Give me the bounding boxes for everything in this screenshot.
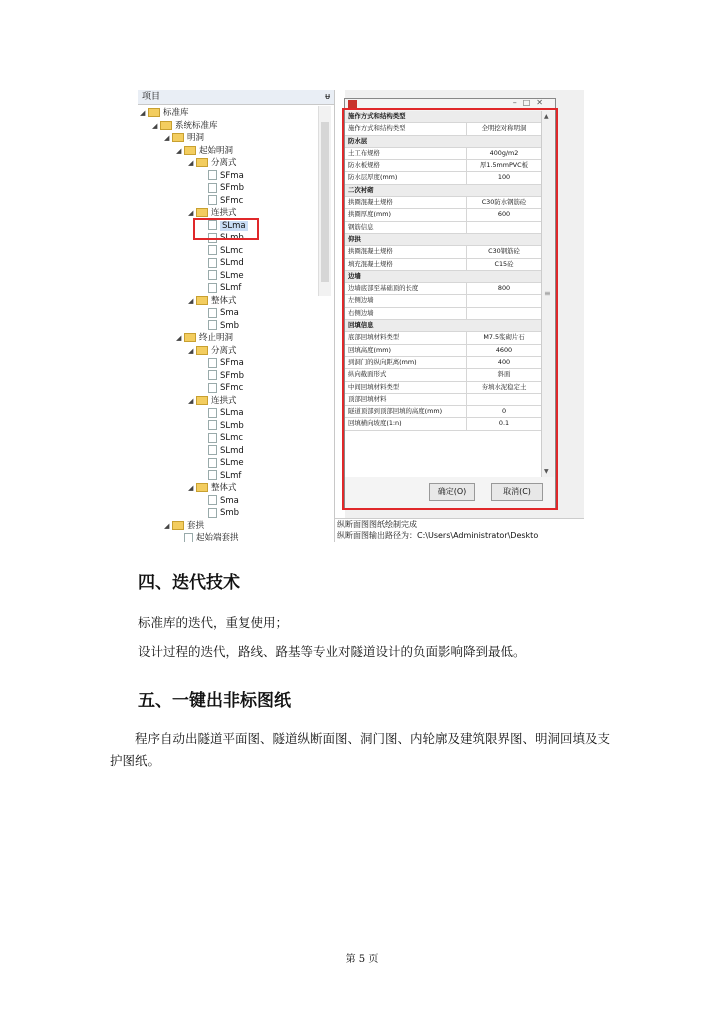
property-value[interactable]: 夯填水泥稳定土 [481, 382, 527, 391]
property-name: 右侧边墙 [345, 308, 467, 319]
tree-node[interactable] [176, 332, 233, 344]
tree-node[interactable] [200, 282, 241, 294]
tree-node[interactable] [200, 270, 244, 282]
property-name: 边墙 [348, 271, 361, 280]
tree-node[interactable] [140, 107, 189, 119]
folder-icon [172, 133, 184, 142]
folder-icon [160, 121, 172, 130]
property-name: 左侧边墙 [345, 295, 467, 306]
property-name: 纵向截面形式 [345, 369, 467, 380]
tree-scrollbar[interactable] [318, 106, 331, 296]
folder-icon [184, 146, 196, 155]
tree-node-label: 连拱式 [211, 208, 237, 218]
property-name: 到洞门的纵向距离(mm) [345, 357, 467, 368]
file-icon [208, 370, 217, 380]
tree-node-label: 连拱式 [211, 395, 237, 406]
expand-arrow-icon[interactable]: ◢ [176, 146, 182, 155]
tree-node[interactable] [200, 357, 244, 369]
expand-arrow-icon[interactable]: ◢ [188, 209, 194, 217]
file-icon [208, 495, 217, 505]
tree-node-label: SFmb [220, 370, 244, 381]
tree-node[interactable] [200, 445, 244, 457]
property-value[interactable]: 400g/m2 [489, 148, 519, 157]
property-value[interactable]: C15砼 [494, 259, 514, 268]
section-heading-4: 四、迭代技术 [138, 573, 240, 593]
property-value[interactable]: M7.5浆砌片石 [483, 333, 525, 342]
tree-node-label: SLma [222, 220, 246, 231]
property-value[interactable]: 斜面 [497, 370, 511, 379]
property-value[interactable]: 全明挖对称明洞 [481, 124, 527, 133]
file-icon [208, 408, 217, 418]
tree-node[interactable] [200, 382, 243, 394]
tree-node-label: Smb [220, 508, 240, 518]
file-icon [208, 420, 217, 430]
tree-node-label: SFma [220, 170, 244, 181]
file-icon [208, 358, 217, 368]
expand-arrow-icon[interactable]: ◢ [152, 121, 158, 130]
property-name: 回填高度(mm) [345, 345, 467, 356]
folder-icon [196, 158, 208, 167]
tree-node[interactable] [200, 507, 239, 519]
tree-node[interactable] [200, 457, 244, 469]
folder-icon [172, 521, 184, 530]
tree-node-label: SLmc [220, 433, 244, 443]
folder-icon [184, 333, 196, 342]
property-name: 二次衬砌 [348, 185, 374, 194]
tree-node-label: 分离式 [211, 158, 237, 168]
tree-node-label: 终止明洞 [199, 333, 234, 343]
property-name: 土工布规格 [345, 148, 467, 159]
tree-node-label: SLma [220, 408, 244, 418]
file-icon [208, 458, 217, 468]
property-name: 防水层 [348, 136, 368, 145]
folder-icon [196, 208, 208, 217]
property-value[interactable]: C30钢筋砼 [488, 247, 520, 256]
file-icon [184, 533, 193, 543]
expand-arrow-icon[interactable]: ◢ [188, 484, 194, 492]
file-icon [208, 195, 217, 205]
cancel-button[interactable]: 取消(C) [491, 483, 543, 501]
scroll-down-icon[interactable]: ▼ [544, 468, 549, 475]
file-icon [208, 320, 217, 330]
file-icon [208, 283, 217, 293]
property-name: 拱圈混凝土规格 [345, 246, 467, 257]
expand-arrow-icon[interactable]: ◢ [140, 109, 146, 117]
tree-node-label: Smb [220, 320, 240, 331]
app-icon [348, 100, 357, 108]
tree-node-label: SLmc [220, 245, 244, 256]
scroll-up-icon[interactable]: ▲ [544, 113, 549, 120]
folder-icon [148, 108, 160, 117]
file-icon [208, 170, 217, 180]
dialog-highlight-box [342, 108, 558, 510]
property-value[interactable]: 800 [497, 284, 511, 293]
scroll-grip-icon[interactable]: ≡ [544, 289, 551, 298]
tree-node[interactable] [188, 345, 237, 357]
expand-arrow-icon[interactable]: ◢ [176, 334, 182, 342]
property-name: 施作方式和结构类型 [348, 112, 406, 120]
software-screenshot [138, 90, 584, 542]
property-name: 拱圈厚度(mm) [345, 209, 467, 220]
tree-node[interactable] [188, 295, 237, 307]
property-name: 施作方式和结构类型 [345, 123, 467, 134]
page-number: 第 5 页 [345, 954, 379, 965]
tree-node[interactable] [200, 420, 244, 432]
tree-node-label: SLmd [220, 258, 244, 268]
tree-node[interactable] [176, 532, 239, 542]
property-name: 仰拱 [348, 234, 361, 243]
right-strip [558, 90, 584, 542]
tree-node[interactable] [188, 395, 237, 407]
property-name: 隧道顶部到顶部回填的高度(mm) [345, 406, 467, 417]
tree-node-label: SLme [220, 270, 244, 281]
property-value[interactable]: C30防水钢筋砼 [481, 198, 527, 207]
property-name: 拱圈混凝土规格 [345, 197, 467, 208]
file-icon [208, 445, 217, 455]
tree-node-label: 起始端套拱 [196, 533, 239, 542]
file-icon [208, 183, 217, 193]
property-name: 填充混凝土规格 [345, 259, 467, 270]
property-name: 中间回填材料类型 [345, 382, 467, 393]
property-name: 顶部回填材料 [345, 394, 467, 405]
output-panel [335, 518, 584, 542]
tree-node[interactable] [200, 257, 244, 269]
file-icon [208, 470, 217, 480]
expand-arrow-icon[interactable]: ◢ [188, 296, 194, 305]
property-value[interactable]: 0 [501, 407, 507, 416]
file-icon [208, 245, 217, 255]
tree-node[interactable] [200, 370, 244, 382]
property-name: 钢筋信息 [345, 222, 467, 233]
tree-node[interactable] [200, 495, 239, 507]
expand-arrow-icon[interactable]: ◢ [164, 134, 170, 142]
property-name: 防水层厚度(mm) [345, 172, 467, 183]
tree-node-label: SFmc [220, 195, 244, 206]
tree-node-label: SLmb [220, 420, 244, 431]
window-controls-icon[interactable]: –□✕ [512, 98, 549, 107]
tree-node[interactable] [200, 320, 239, 332]
tree-node[interactable] [164, 520, 204, 532]
tree-node-label: 整体式 [211, 295, 237, 306]
paragraph-1: 标准库的迭代，重复使用； [138, 615, 289, 630]
tree-node[interactable] [200, 432, 243, 444]
tree-node-label: 套拱 [187, 520, 205, 531]
property-value[interactable]: 厚1.5mmPVC板 [479, 161, 529, 170]
folder-icon [196, 396, 208, 405]
tree-node-label: 系统标准库 [175, 120, 218, 131]
property-value[interactable]: 600 [497, 210, 511, 219]
tree-node-label: 整体式 [211, 483, 237, 493]
property-name: 边墙底部至基础顶的长度 [345, 283, 467, 294]
tree-node-label: SLmf [220, 283, 242, 293]
expand-arrow-icon[interactable]: ◢ [164, 521, 170, 530]
tree-node-label: SFmc [220, 383, 244, 393]
file-icon [208, 270, 217, 280]
tree-header-label: 项目 [142, 92, 161, 102]
file-icon [208, 258, 217, 268]
tree-scroll-thumb[interactable] [321, 122, 329, 282]
property-name: 回填横向坡度(1:n) [345, 418, 467, 429]
property-value[interactable]: 0.1 [498, 419, 510, 428]
tree-node-label: SLmd [220, 445, 244, 456]
expand-arrow-icon[interactable]: ◢ [188, 159, 194, 167]
folder-icon [196, 483, 208, 492]
tree-node-label: Sma [220, 308, 239, 318]
tree-node-label: Sma [220, 495, 239, 506]
property-name: 防水板规格 [345, 160, 467, 171]
tree-node[interactable] [164, 132, 204, 144]
tree-node[interactable] [200, 182, 244, 194]
ok-button[interactable]: 确定(O) [429, 483, 475, 501]
selection-highlight-box [193, 218, 259, 240]
property-name: 底部回填材料类型 [345, 332, 467, 343]
expand-arrow-icon[interactable]: ◢ [188, 396, 194, 405]
paragraph-3: 程序自动出隧道平面图、隧道纵断面图、洞门图、内轮廓及建筑限界图、明洞回填及支护图纸。 [110, 731, 611, 768]
property-value[interactable]: 100 [497, 173, 511, 182]
project-tree-panel [138, 90, 335, 542]
tree-node[interactable] [200, 407, 244, 419]
tree-node-label: 标准库 [163, 108, 189, 118]
tree-node-label: SLmb [220, 233, 244, 243]
file-icon [208, 433, 217, 443]
folder-icon [196, 296, 208, 305]
property-value[interactable]: 400 [497, 357, 511, 366]
file-icon [208, 308, 217, 318]
output-line-2: 纵断面图输出路径为：C:\Users\Administrator\Deskto [337, 531, 539, 540]
tree-node-label: SLme [220, 458, 244, 468]
folder-icon [196, 346, 208, 355]
tree-node[interactable] [200, 470, 241, 482]
pin-icon[interactable]: ᵾ [325, 92, 330, 102]
tree-node[interactable] [152, 120, 218, 132]
tree-node[interactable] [188, 157, 237, 169]
tree-node[interactable] [200, 307, 239, 319]
tree-node-label: 分离式 [211, 345, 237, 356]
tree-node-label: SFmb [220, 183, 244, 193]
tree-header [138, 90, 334, 105]
tree-node-label: SFma [220, 358, 244, 368]
tree-node[interactable] [176, 145, 233, 157]
expand-arrow-icon[interactable]: ◢ [188, 346, 194, 355]
tree-node-label: 起始明洞 [199, 145, 234, 156]
tree-node-label: 明洞 [187, 133, 205, 143]
file-icon [208, 508, 217, 518]
paragraph-2: 设计过程的迭代，路线、路基等专业对隧道设计的负面影响降到最低。 [138, 644, 526, 659]
property-name: 回填信息 [348, 321, 374, 330]
tree-node[interactable] [200, 245, 243, 257]
file-icon [208, 383, 217, 393]
property-value[interactable]: 4600 [495, 345, 513, 354]
output-line-1: 纵断面图图纸绘制完成 [337, 520, 417, 529]
section-heading-5: 五、一键出非标图纸 [138, 691, 291, 711]
tree-node[interactable] [188, 482, 237, 494]
tree-node[interactable] [200, 170, 244, 182]
tree-node-label: SLmf [220, 470, 242, 481]
tree-node[interactable] [200, 195, 243, 207]
